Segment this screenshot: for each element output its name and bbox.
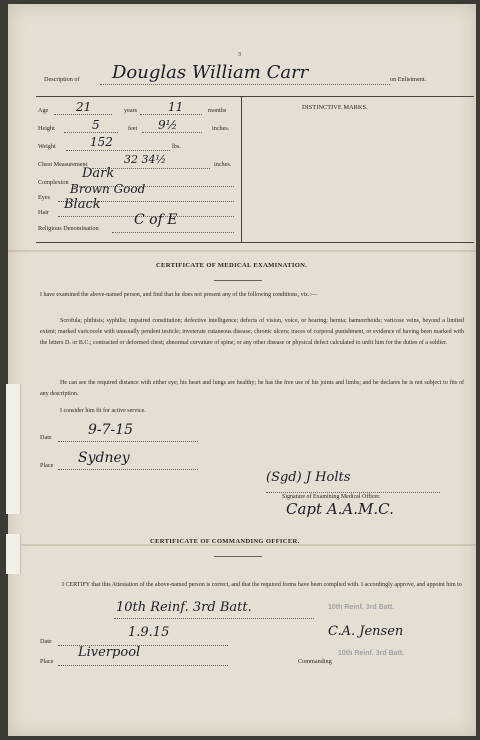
- unit-stamp-lower: 10th Reinf. 3rd Batt.: [338, 650, 405, 657]
- fit-statement: I consider him fit for active service.: [60, 408, 146, 414]
- medical-officer-rank: Capt A.A.M.C.: [286, 500, 394, 518]
- chest-label: Chest Measurement: [38, 161, 88, 168]
- torn-edge: [6, 384, 21, 514]
- commanding-label: Commanding: [298, 658, 332, 665]
- signature-caption: Signature of Examining Medical Officer.: [282, 494, 381, 500]
- height-label: Height: [38, 125, 55, 132]
- medical-date-label: Date: [40, 434, 52, 441]
- weight-label: Weight: [38, 143, 56, 150]
- commanding-date-label: Date: [40, 638, 52, 645]
- distinctive-marks-heading: DISTINCTIVE MARKS.: [302, 104, 368, 111]
- hair-value: Black: [64, 197, 101, 212]
- eyes-value: Brown Good: [70, 182, 146, 196]
- medical-place-value: Sydney: [78, 450, 130, 466]
- commanding-place-label: Place: [40, 658, 54, 665]
- description-label: Description of: [44, 76, 80, 83]
- height-feet-value: 5: [92, 118, 100, 132]
- hair-label: Hair: [38, 209, 49, 216]
- soldier-name: Douglas William Carr: [112, 62, 309, 83]
- age-months-value: 11: [168, 100, 184, 114]
- age-years-value: 21: [76, 100, 92, 114]
- medical-officer-signature: (Sgd) J Holts: [266, 470, 351, 485]
- complexion-value: Dark: [82, 166, 115, 181]
- weight-value: 152: [90, 135, 113, 149]
- complexion-label: Complexion: [38, 179, 69, 186]
- chest-value: 32 34½: [124, 153, 167, 166]
- paper-fold: [8, 250, 476, 252]
- religion-value: C of E: [134, 212, 178, 228]
- medical-place-label: Place: [40, 462, 54, 469]
- height-inches-value: 9½: [158, 118, 178, 132]
- unit-stamp: 10th Reinf. 3rd Batt.: [328, 604, 395, 611]
- medical-intro: I have examined the above-named person, and find that he does not present any of the following conditions, viz.:—: [40, 292, 318, 298]
- attestation-page: 3 Description of Douglas William Carr on Enlistment. DISTINCTIVE MARKS. Age 21 years 11 months Height 5 feet 9½ inches. Weight 152 lbs. Chest Measurement 32 34½ inches. Complexion Dark Eyes Brown Good Hair Black Religious Denomination C of E CERTIFICATE OF MEDICAL EXAMINATION. I have examined the above-named person, and find that he does not present any of the following conditions, viz.:— Scrofula; phthisis; syphilis; impaired constitution; defective intelligence; defects of vision, voice, or hearing; hernia; hæmorrhoids; varicose veins, beyond a limited extent; marked varicocele with unusually pendent testicle; inveterate cutaneous disease; chronic ulcers; traces of corporal punishment, or evidence of having been marked with the letters D. or B.C.; contracted or deformed chest; abnormal curvature of spine; or any other disease or physical defect calculated to unfit him for the duties of a soldier. He can see the required distance with either eye; his heart and lungs are healthy; he has the free use of his joints and limbs; and he declares he is not subject to fits of any description. I consider him fit for active service. Date 9-7-15 Place Sydney (Sgd) J Holts Signature of Examining Medical Officer. Capt A.A.M.C. CERTIFICATE OF COMMANDING OFFICER. I CERTIFY that this Attestation of the above-named person is correct, and that the required forms have been complied with. I accordingly approve, and appoint him to 10th Reinf. 3rd Batt. 10th Reinf. 3rd Batt. Date 1.9.15 C.A. Jensen Place Liverpool Commanding 10th Reinf. 3rd Batt.: [8, 4, 476, 736]
- commanding-date-value: 1.9.15: [128, 625, 170, 640]
- appointment-value: 10th Reinf. 3rd Batt.: [116, 600, 252, 615]
- commanding-statement: I CERTIFY that this Attestation of the above-named person is correct, and that the required forms have been complied with. I accordingly approve, and appoint him to: [62, 582, 462, 588]
- torn-edge: [6, 534, 21, 574]
- eyes-label: Eyes: [38, 194, 51, 201]
- enlistment-label: on Enlistment.: [390, 76, 427, 83]
- commanding-certificate-heading: CERTIFICATE OF COMMANDING OFFICER.: [150, 538, 300, 545]
- medical-certificate-heading: CERTIFICATE OF MEDICAL EXAMINATION.: [156, 262, 308, 269]
- age-label: Age: [38, 107, 49, 114]
- medical-conditions-list: Scrofula; phthisis; syphilis; impaired constitution; defective intelligence; defects of vision, voice, or hearing; hernia; hæmorrhoids; varicose veins, beyond a limited extent; marked varicocele with unusually pendent testicle; inveterate cutaneous disease; chronic ulcers; traces of corporal punishment, or evidence of having been marked with the letters D. or B.C.; contracted or deformed chest; abnormal curvature of spine; or any other disease or physical defect calculated to unfit him for the duties of a soldier.: [40, 318, 464, 347]
- religion-label: Religious Denomination: [38, 225, 99, 232]
- commanding-officer-signature: C.A. Jensen: [328, 624, 404, 639]
- medical-declaration: He can see the required distance with either eye; his heart and lungs are healthy; he has the free use of his joints and limbs; and he declares he is not subject to fits of any description.: [40, 380, 464, 398]
- medical-date-value: 9-7-15: [88, 422, 134, 438]
- page-number: 3: [238, 52, 241, 58]
- commanding-place-value: Liverpool: [78, 645, 141, 660]
